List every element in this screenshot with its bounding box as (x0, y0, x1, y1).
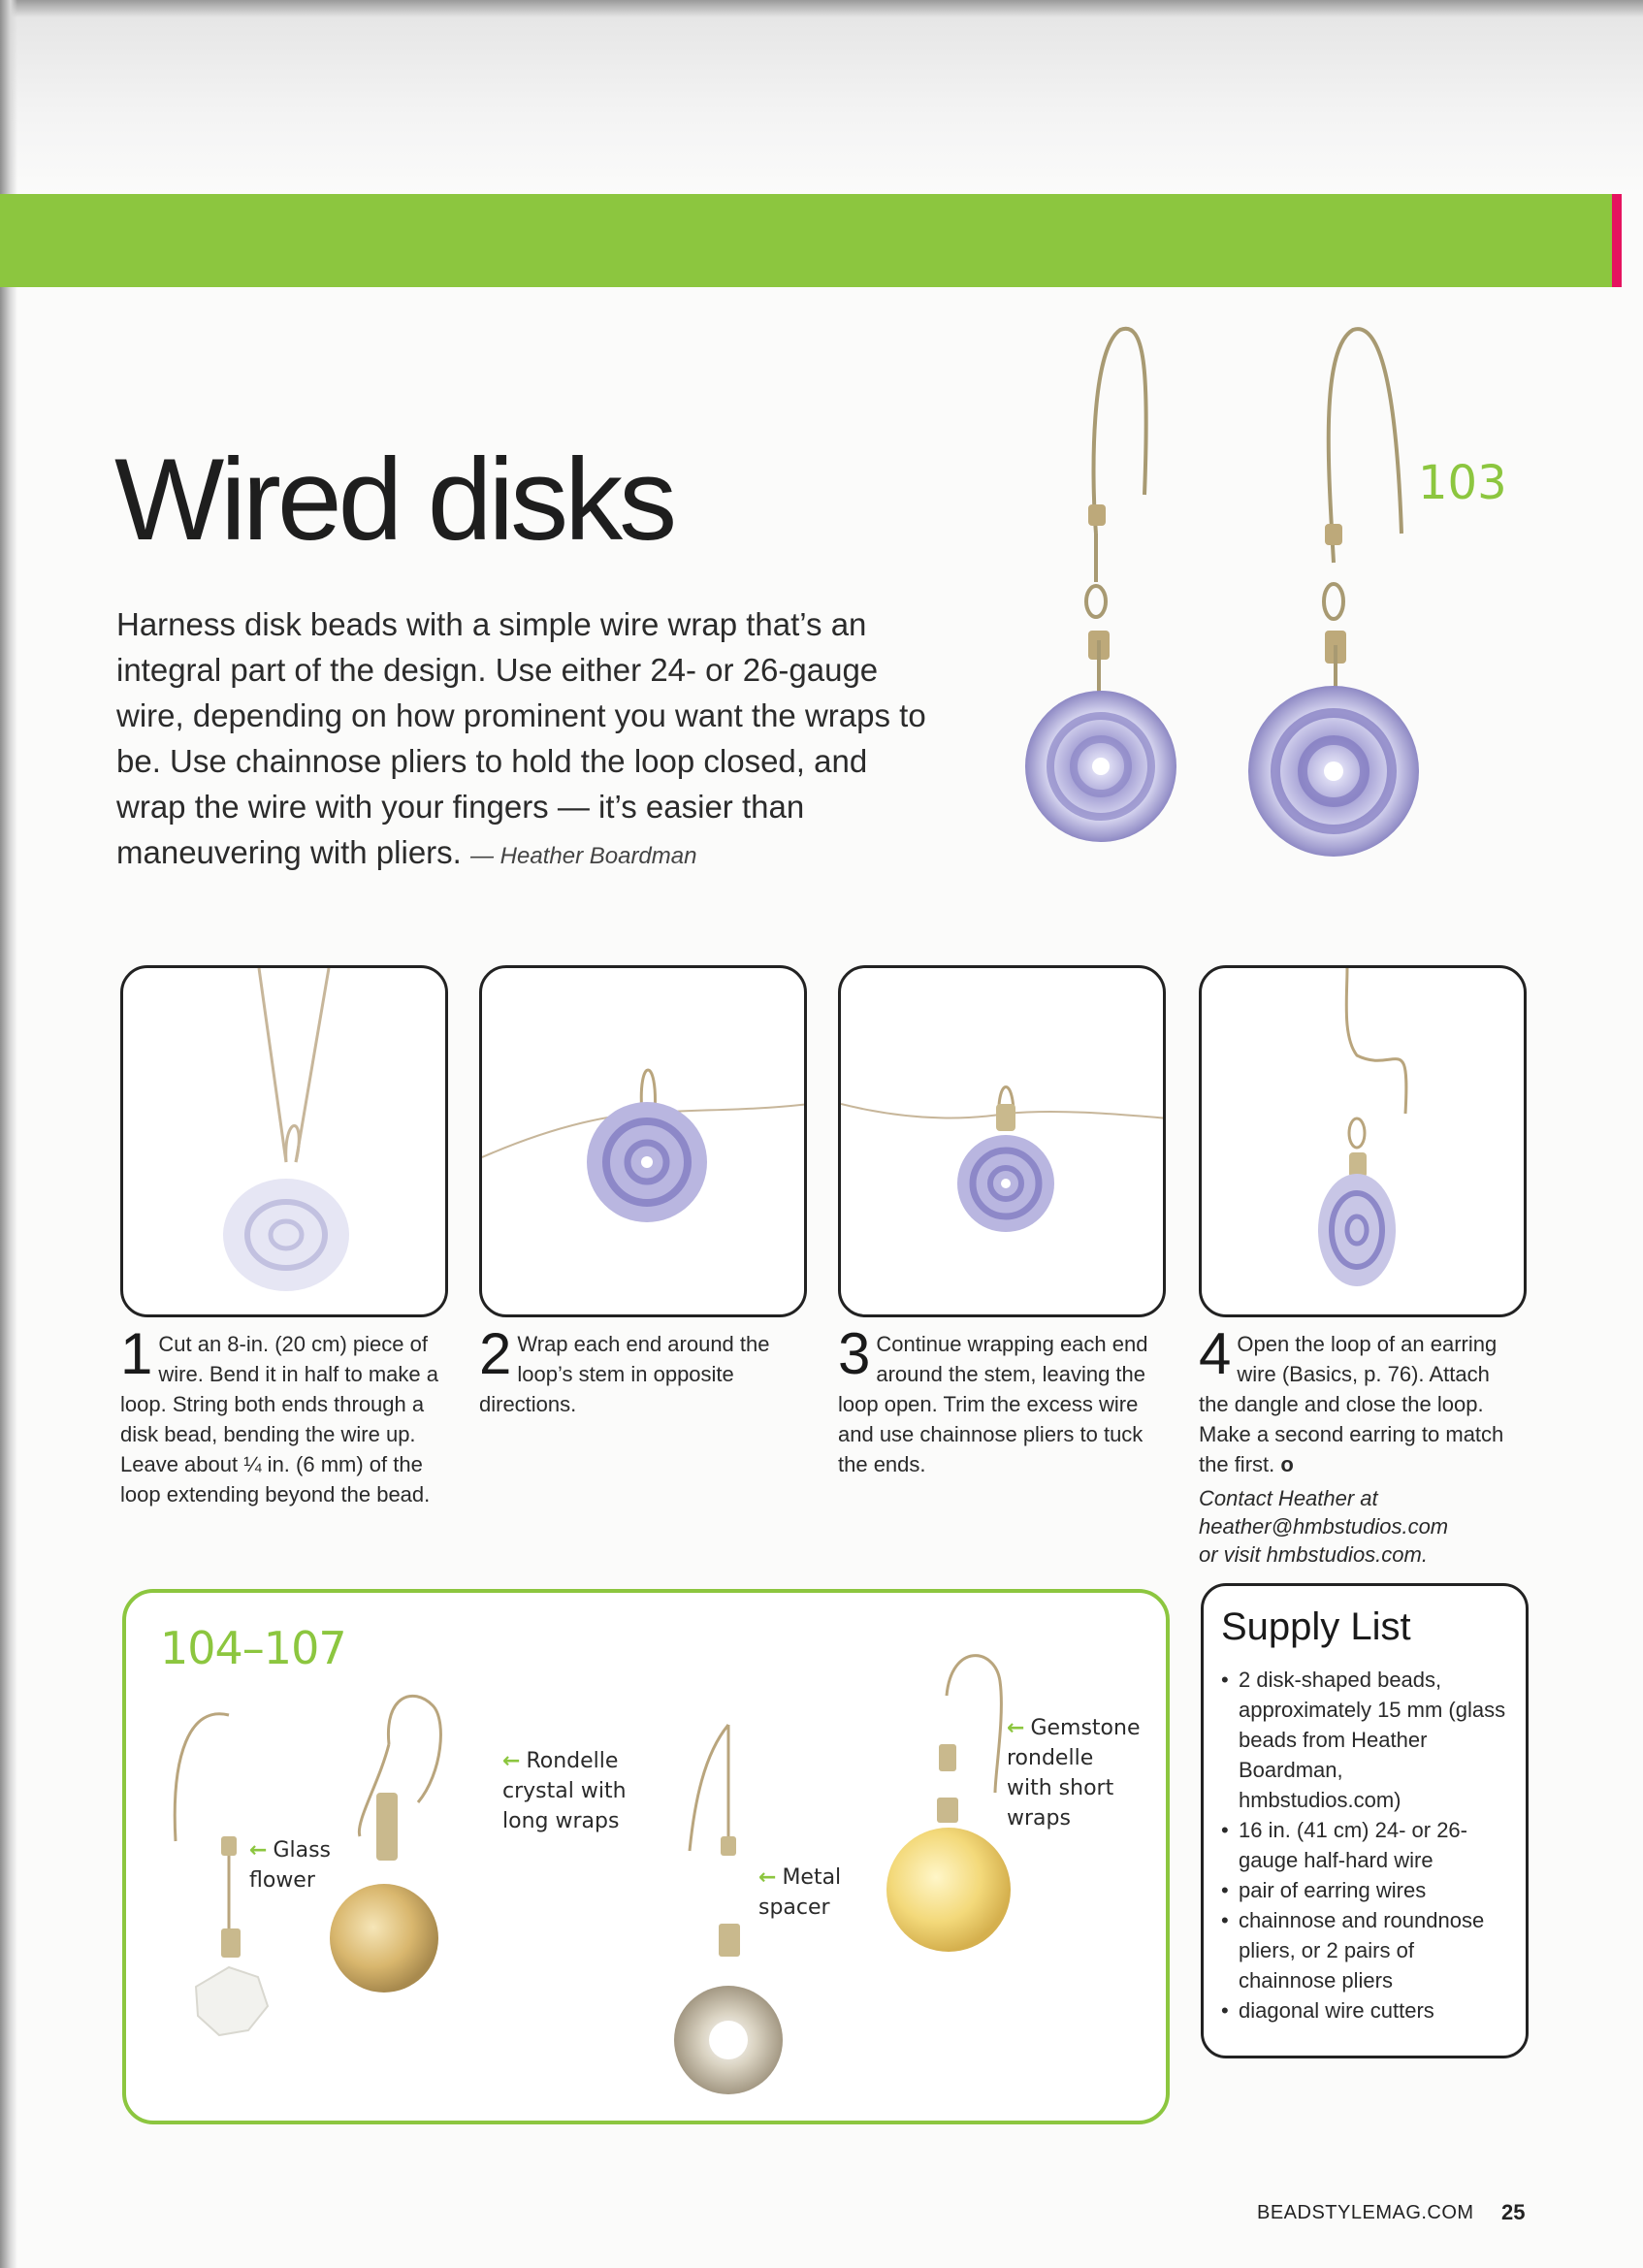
supply-item: • 16 in. (41 cm) 24- or 26-gauge half-hard wire (1221, 1815, 1510, 1875)
step-2-photo (479, 965, 807, 1317)
variations-number: 104–107 (160, 1622, 346, 1674)
callout-label: Glass flower (249, 1838, 332, 1893)
callout-label: Metal spacer (758, 1865, 842, 1920)
callout-label: Rondelle crystal with long wraps (502, 1749, 627, 1833)
step-text: Wrap each end around the loop’s stem in opposite directions. (479, 1332, 770, 1416)
callout-metal-spacer (758, 1863, 885, 1923)
step-number: 1 (120, 1321, 153, 1386)
step-number: 2 (479, 1321, 512, 1386)
contact-email: heather@hmbstudios.com (1199, 1514, 1449, 1539)
step-4-photo (1199, 965, 1527, 1317)
left-arrow-icon: ← (249, 1838, 268, 1863)
contact-website: or visit hmbstudios.com. (1199, 1542, 1428, 1567)
step-number: 3 (838, 1321, 871, 1386)
step-1-photo (120, 965, 448, 1317)
page-title: Wired disks (114, 435, 674, 565)
scan-top-shade (0, 0, 1643, 194)
end-mark: o (1280, 1452, 1294, 1476)
step-text: Cut an 8-in. (20 cm) piece of wire. Bend it in half to make a loop. String both ends through a disk bead, bending the wire up. Leave about ¼ in. (6 mm) of the loop extending beyond the bead. (120, 1332, 438, 1507)
callout-label: Gemstone rondelle with short wraps (1007, 1716, 1141, 1831)
step-3-photo (838, 965, 1166, 1317)
left-arrow-icon: ← (502, 1749, 521, 1773)
gemstone-rondelle-earring (886, 1656, 1011, 1952)
footer-website: BEADSTYLEMAG.COM (1257, 2202, 1474, 2223)
left-arrow-icon: ← (1007, 1716, 1025, 1740)
contact-line-1: Contact Heather at (1199, 1486, 1378, 1510)
step-1-instructions (120, 1321, 440, 1509)
supply-item: • 2 disk-shaped beads, approximately 15 mm (glass beads from Heather Boardman, hmbstudios.com) (1221, 1665, 1510, 1815)
project-number: 103 (1418, 456, 1507, 510)
hero-earring-right (1248, 329, 1419, 857)
intro-byline: — Heather Boardman (470, 843, 697, 869)
hero-earring-left (1025, 329, 1176, 842)
header-green-band (0, 194, 1612, 287)
intro-paragraph (116, 601, 931, 879)
step-3-instructions (838, 1321, 1158, 1479)
hero-earrings-photo (999, 310, 1474, 892)
step-number: 4 (1199, 1321, 1232, 1386)
left-arrow-icon: ← (758, 1865, 777, 1890)
callout-gemstone-rondelle (1007, 1713, 1143, 1833)
callout-rondelle-crystal (502, 1746, 633, 1836)
step-4-instructions (1199, 1321, 1519, 1479)
callout-glass-flower (249, 1835, 385, 1895)
step-2-instructions (479, 1321, 799, 1419)
supply-item: • diagonal wire cutters (1221, 1995, 1510, 2025)
header-pink-edge (1612, 194, 1622, 287)
supply-item: • chainnose and roundnose pliers, or 2 pairs of chainnose pliers (1221, 1905, 1510, 1995)
supply-list-box (1201, 1583, 1529, 2058)
step-text: Open the loop of an earring wire (Basics, p. 76). Attach the dangle and close the loop. Make a second earring to match the first. (1199, 1332, 1504, 1476)
scan-binding-shadow (0, 0, 17, 2268)
intro-text: Harness disk beads with a simple wire wrap that’s an integral part of the design. Use either 24- or 26-gauge wire, depending on how prominent you want the wraps to be. Use chainnose pliers to hold the loop closed, and wrap the wire with your fingers — it’s easier than maneuvering with pliers. (116, 606, 926, 870)
step-text: Continue wrapping each end around the stem, leaving the loop open. Trim the excess wire and use chainnose pliers to tuck the ends. (838, 1332, 1148, 1476)
supply-item: • pair of earring wires (1221, 1875, 1510, 1905)
supply-list (1221, 1665, 1510, 2025)
supply-list-title: Supply List (1221, 1605, 1411, 1648)
contact-info (1199, 1484, 1519, 1569)
page-number: 25 (1501, 2200, 1526, 2224)
